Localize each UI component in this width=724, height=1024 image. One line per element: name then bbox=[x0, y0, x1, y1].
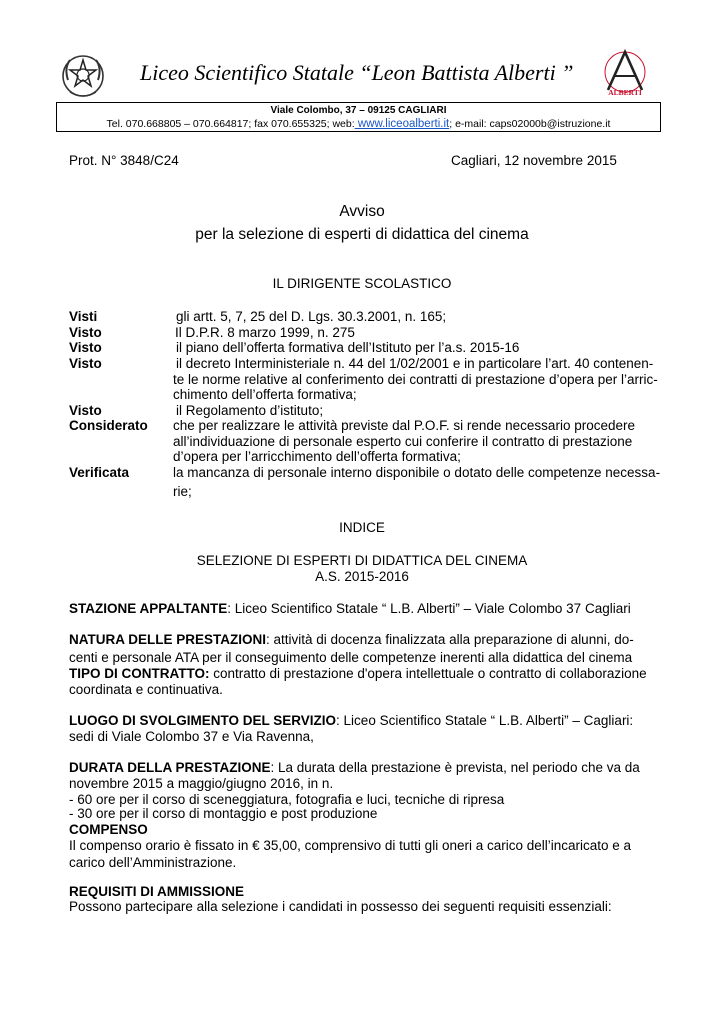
compenso-heading: COMPENSO bbox=[69, 822, 148, 837]
list-item: - 60 ore per il corso di sceneggiatura, fotografia e luci, tecniche di ripresa bbox=[69, 792, 505, 807]
contacts-line bbox=[57, 118, 660, 130]
issuer-heading: IL DIRIGENTE SCOLASTICO bbox=[272, 276, 452, 291]
premise-label: Visti bbox=[69, 309, 98, 324]
premise-text: che per realizzare le attività previste dal P.O.F. si rende necessario procedere bbox=[173, 418, 635, 433]
alberti-logo-text: ALBERTI bbox=[608, 88, 642, 97]
notice-subtitle: per la selezione di esperti di didattica del cinema bbox=[195, 226, 529, 243]
section-text: centi e personale ATA per il conseguimento delle competenze inerenti alla didattica del cinema bbox=[69, 650, 633, 665]
premise-text: il Regolamento d’istituto; bbox=[176, 403, 324, 418]
protocol-number: Prot. N° 3848/C24 bbox=[69, 153, 179, 168]
contacts-suffix: ; e-mail: caps02000b@istruzione.it bbox=[449, 118, 611, 130]
section-label: LUOGO DI SVOLGIMENTO DEL SERVIZIO bbox=[69, 713, 337, 728]
section-text: contratto di prestazione d'opera intellettuale o contratto di collaborazione bbox=[209, 666, 647, 681]
section-text: : La durata della prestazione è prevista, nel periodo che va da bbox=[270, 760, 640, 775]
natura-prestazioni bbox=[69, 632, 634, 648]
premise-text: il decreto Interministeriale n. 44 del 1/02/2001 e in particolare l’art. 40 contenen- bbox=[176, 356, 654, 371]
premise-text: all’individuazione di personale esperto cui conferire il contratto di prestazione bbox=[173, 434, 633, 449]
premise-label: Visto bbox=[69, 403, 102, 418]
contacts-prefix: Tel. 070.668805 – 070.664817; fax 070.655325; web: bbox=[106, 118, 355, 130]
premise-text: te le norme relative al conferimento dei contratti di prestazione d’opera per l’arric- bbox=[173, 372, 658, 387]
section-text: : Liceo Scientifico Statale “ L.B. Alberti” – Cagliari: bbox=[336, 713, 634, 728]
section-text: carico dell’Amministrazione. bbox=[69, 855, 237, 870]
section-label: TIPO DI CONTRATTO: bbox=[69, 666, 210, 681]
section-text: coordinata e continuativa. bbox=[69, 682, 223, 697]
selection-title: SELEZIONE DI ESPERTI DI DIDATTICA DEL CINEMA bbox=[196, 553, 528, 568]
section-label: STAZIONE APPALTANTE bbox=[69, 601, 228, 616]
section-label: DURATA DELLA PRESTAZIONE bbox=[69, 760, 271, 775]
alberti-logo bbox=[594, 48, 656, 102]
premise-text: gli artt. 5, 7, 25 del D. Lgs. 30.3.2001, n. 165; bbox=[176, 309, 447, 324]
requisiti-heading: REQUISITI DI AMMISSIONE bbox=[69, 884, 245, 899]
premise-label: Considerato bbox=[69, 418, 148, 433]
premise-text: chimento dell’offerta formativa; bbox=[173, 387, 357, 402]
address-line: Viale Colombo, 37 – 09125 CAGLIARI bbox=[270, 105, 447, 116]
section-text: sedi di Viale Colombo 37 e Via Ravenna, bbox=[69, 729, 314, 744]
school-title: Liceo Scientifico Statale “Leon Battista Alberti ” bbox=[140, 60, 574, 85]
republic-emblem-icon bbox=[60, 50, 106, 100]
school-year: A.S. 2015-2016 bbox=[315, 569, 409, 584]
stazione-appaltante bbox=[69, 601, 631, 617]
website-link[interactable]: www.liceoalberti.it bbox=[354, 118, 450, 130]
document-date: Cagliari, 12 novembre 2015 bbox=[451, 153, 617, 168]
premise-text: rie; bbox=[173, 484, 192, 499]
premise-text: Il D.P.R. 8 marzo 1999, n. 275 bbox=[175, 325, 355, 340]
tipo-contratto bbox=[69, 666, 647, 682]
premise-label: Visto bbox=[69, 340, 102, 355]
premise-label: Visto bbox=[69, 325, 102, 340]
luogo-servizio bbox=[69, 713, 633, 729]
section-label: NATURA DELLE PRESTAZIONI bbox=[69, 632, 266, 647]
section-text: : attività di docenza finalizzata alla preparazione di alunni, do- bbox=[266, 632, 634, 647]
address-box bbox=[56, 102, 661, 132]
section-text: novembre 2015 a maggio/giugno 2016, in n. bbox=[69, 776, 334, 791]
durata-prestazione bbox=[69, 760, 640, 776]
section-text: : Liceo Scientifico Statale “ L.B. Alberti” – Viale Colombo 37 Cagliari bbox=[227, 601, 631, 616]
notice-title: Avviso bbox=[339, 203, 385, 220]
premise-text: d’opera per l’arricchimento dell’offerta formativa; bbox=[173, 449, 461, 464]
list-item: - 30 ore per il corso di montaggio e post produzione bbox=[69, 806, 378, 821]
index-heading: INDICE bbox=[339, 520, 385, 535]
premise-text: la mancanza di personale interno disponibile o dotato delle competenze necessa- bbox=[173, 465, 661, 480]
premise-text: il piano dell’offerta formativa dell’Istituto per l’a.s. 2015-16 bbox=[176, 340, 520, 355]
section-text: Il compenso orario è fissato in € 35,00, comprensivo di tutti gli oneri a carico dell’incaricato e a bbox=[69, 838, 632, 853]
section-text: Possono partecipare alla selezione i candidati in possesso dei seguenti requisiti essenziali: bbox=[69, 899, 612, 914]
premise-label: Visto bbox=[69, 356, 102, 371]
premise-label: Verificata bbox=[69, 465, 130, 480]
